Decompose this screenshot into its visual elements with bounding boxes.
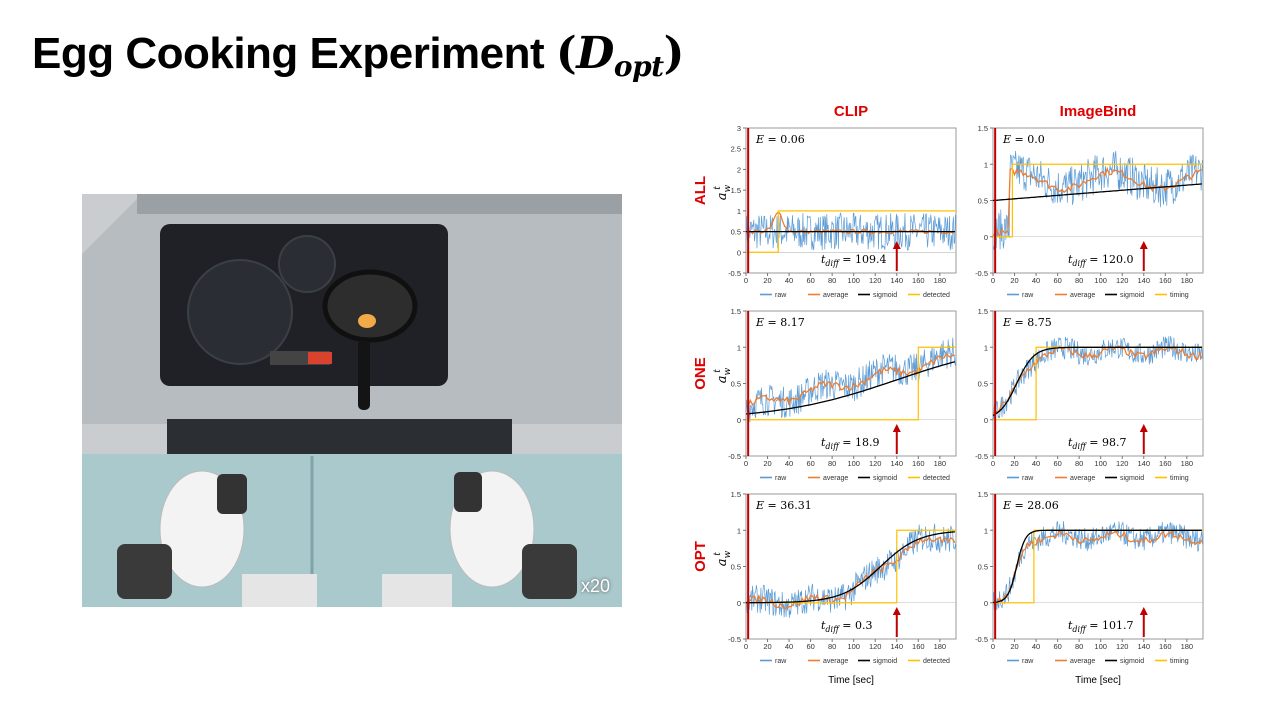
x-tick-label: 180 <box>1180 642 1194 651</box>
x-tick-label: 80 <box>827 276 837 285</box>
y-tick-label: -0.5 <box>728 452 741 461</box>
legend-label-sigmoid: sigmoid <box>873 475 898 482</box>
burner-back <box>279 236 335 292</box>
legend-label-average: average <box>823 475 849 482</box>
x-tick-label: 0 <box>990 459 996 468</box>
x-tick-label: 160 <box>1159 459 1172 468</box>
legend-label-raw: raw <box>1022 475 1034 482</box>
y-tick-label: 1 <box>736 526 741 536</box>
x-tick-label: 0 <box>743 642 749 651</box>
energy-label: E = 28.06 <box>1003 499 1059 512</box>
robot-gripper-right <box>454 472 482 512</box>
x-tick-label: 80 <box>827 459 837 468</box>
y-tick-label: -0.5 <box>975 269 988 278</box>
y-tick-label: 1.5 <box>730 307 741 316</box>
robot-kitchen-photo <box>82 194 622 607</box>
legend-label-sigmoid: sigmoid <box>1120 658 1145 665</box>
x-tick-label: 0 <box>743 276 749 285</box>
x-tick-label: 20 <box>1010 459 1019 468</box>
tdiff-label: $t_{diff} = 120.0$ <box>1068 253 1134 268</box>
x-tick-label: 60 <box>806 459 815 468</box>
y-tick-label: 0.5 <box>977 379 988 389</box>
legend-label-raw: raw <box>1022 292 1034 299</box>
x-tick-label: 80 <box>827 642 837 651</box>
pan-handle <box>358 340 370 410</box>
x-tick-label: 60 <box>1053 642 1062 651</box>
legend-label-average: average <box>823 292 849 299</box>
tdiff-label: $t_{diff} = 109.4$ <box>821 253 887 268</box>
plot-frame <box>746 311 956 456</box>
x-tick-label: 180 <box>933 276 947 285</box>
y-tick-label: 1.5 <box>977 124 988 133</box>
backsplash <box>137 194 622 214</box>
x-tick-label: 40 <box>1031 459 1041 468</box>
chart-svg <box>690 96 1210 700</box>
y-tick-label: 2.5 <box>730 144 741 154</box>
y-tick-label: -0.5 <box>728 635 741 644</box>
robot-base-right <box>382 574 452 607</box>
x-tick-label: 80 <box>1074 642 1084 651</box>
legend-label-average: average <box>1070 658 1096 665</box>
y-tick-label: 1 <box>736 343 741 353</box>
plot-frame <box>746 494 956 639</box>
legend-label-timing: timing <box>1170 475 1189 482</box>
y-axis-label: $a_wt$ <box>713 184 733 201</box>
slide-title <box>32 28 684 83</box>
x-tick-label: 40 <box>784 276 794 285</box>
energy-label: E = 0.06 <box>756 133 805 146</box>
legend-label-raw: raw <box>1022 658 1034 665</box>
legend-label-sigmoid: sigmoid <box>873 292 898 299</box>
frying-pan <box>325 272 415 340</box>
control-display <box>308 352 332 364</box>
x-tick-label: 20 <box>763 276 772 285</box>
x-tick-label: 60 <box>806 642 815 651</box>
x-tick-label: 140 <box>890 276 904 285</box>
x-tick-label: 20 <box>763 459 772 468</box>
y-tick-label: -0.5 <box>975 635 988 644</box>
plot-frame <box>993 128 1203 273</box>
y-tick-label: 1.5 <box>977 307 988 316</box>
y-tick-label: 2 <box>736 165 741 175</box>
title-math-base: D <box>576 28 614 79</box>
legend-label-average: average <box>1070 292 1096 299</box>
x-tick-label: 80 <box>1074 276 1084 285</box>
legend-label-raw: raw <box>775 658 787 665</box>
x-tick-label: 40 <box>784 459 794 468</box>
tdiff-label: $t_{diff} = 18.9$ <box>821 436 880 451</box>
y-tick-label: 0.5 <box>730 227 741 237</box>
x-tick-label: 120 <box>868 459 882 468</box>
legend-label-detected: detected <box>923 658 950 665</box>
x-tick-label: 120 <box>1115 642 1129 651</box>
speed-badge: x20 <box>580 576 610 596</box>
x-tick-label: 120 <box>1115 459 1129 468</box>
robot-base-left <box>242 574 317 607</box>
row-label-all: ALL <box>692 175 709 206</box>
x-tick-label: 180 <box>1180 276 1194 285</box>
x-tick-label: 40 <box>1031 276 1041 285</box>
panel-imagebind-one <box>975 307 1203 482</box>
panel-clip-one <box>728 307 956 482</box>
legend-label-sigmoid: sigmoid <box>1120 475 1145 482</box>
y-tick-label: 0.5 <box>730 379 741 389</box>
robot-joint-left <box>117 544 172 599</box>
x-tick-label: 140 <box>1137 276 1151 285</box>
plot-frame <box>746 128 956 273</box>
row-label-opt: OPT <box>692 541 709 572</box>
column-header-imagebind: ImageBind <box>1059 103 1137 120</box>
y-tick-label: 0 <box>736 248 741 258</box>
legend-label-raw: raw <box>775 475 787 482</box>
x-axis-label: Time [sec] <box>1075 675 1121 686</box>
robot-joint-right <box>522 544 577 599</box>
y-axis-label: $a_wt$ <box>713 550 733 567</box>
plot-frame <box>993 311 1203 456</box>
x-tick-label: 100 <box>847 276 860 285</box>
x-tick-label: 180 <box>1180 459 1194 468</box>
legend-label-detected: detected <box>923 475 950 482</box>
legend-label-timing: timing <box>1170 658 1189 665</box>
x-tick-label: 20 <box>763 642 772 651</box>
x-tick-label: 120 <box>1115 276 1129 285</box>
y-tick-label: 0 <box>736 415 741 425</box>
energy-label: E = 36.31 <box>756 499 812 512</box>
x-tick-label: 0 <box>990 642 996 651</box>
x-tick-label: 140 <box>1137 642 1151 651</box>
y-axis-label: $a_wt$ <box>713 367 733 384</box>
x-tick-label: 160 <box>912 276 925 285</box>
y-tick-label: 3 <box>736 124 741 133</box>
y-tick-label: -0.5 <box>975 452 988 461</box>
y-tick-label: 0.5 <box>977 196 988 206</box>
y-tick-label: 1.5 <box>730 186 741 196</box>
energy-label: E = 0.0 <box>1003 133 1045 146</box>
legend-label-average: average <box>823 658 849 665</box>
column-header-clip: CLIP <box>833 103 869 120</box>
x-tick-label: 160 <box>912 642 925 651</box>
y-tick-label: 1.5 <box>730 490 741 499</box>
x-tick-label: 80 <box>1074 459 1084 468</box>
panel-imagebind-opt <box>975 490 1203 686</box>
x-tick-label: 160 <box>912 459 925 468</box>
tdiff-label: $t_{diff} = 0.3$ <box>821 619 873 634</box>
chart-grid <box>690 96 1210 700</box>
legend-label-average: average <box>1070 475 1096 482</box>
x-tick-label: 180 <box>933 642 947 651</box>
x-tick-label: 100 <box>1094 459 1107 468</box>
x-tick-label: 100 <box>847 642 860 651</box>
energy-label: E = 8.75 <box>1003 316 1052 329</box>
burner-left <box>188 260 292 364</box>
y-tick-label: 1.5 <box>977 490 988 499</box>
y-tick-label: 0.5 <box>977 562 988 572</box>
x-tick-label: 160 <box>1159 642 1172 651</box>
x-tick-label: 40 <box>1031 642 1041 651</box>
legend-label-raw: raw <box>775 292 787 299</box>
y-tick-label: 0 <box>983 415 988 425</box>
y-tick-label: 1 <box>736 206 741 216</box>
panel-clip-all <box>728 124 956 299</box>
x-tick-label: 60 <box>1053 276 1062 285</box>
x-tick-label: 0 <box>990 276 996 285</box>
y-tick-label: 1 <box>983 160 988 170</box>
egg <box>358 314 376 328</box>
y-tick-label: -0.5 <box>728 269 741 278</box>
y-tick-label: 0 <box>736 598 741 608</box>
panel-clip-opt <box>728 490 956 686</box>
row-label-one: ONE <box>692 357 709 390</box>
x-tick-label: 140 <box>890 459 904 468</box>
x-tick-label: 20 <box>1010 642 1019 651</box>
plot-frame <box>993 494 1203 639</box>
x-tick-label: 0 <box>743 459 749 468</box>
robot-gripper-left <box>217 474 247 514</box>
y-tick-label: 0 <box>983 598 988 608</box>
energy-label: E = 8.17 <box>756 316 805 329</box>
tdiff-label: $t_{diff} = 101.7$ <box>1068 619 1134 634</box>
y-tick-label: 1 <box>983 343 988 353</box>
x-tick-label: 180 <box>933 459 947 468</box>
slide-title-math: $(D_{opt})$ <box>555 28 684 83</box>
x-tick-label: 160 <box>1159 276 1172 285</box>
legend-label-timing: timing <box>1170 292 1189 299</box>
legend-label-sigmoid: sigmoid <box>873 658 898 665</box>
x-tick-label: 120 <box>868 642 882 651</box>
title-math-sub: opt <box>613 50 664 83</box>
x-tick-label: 20 <box>1010 276 1019 285</box>
x-tick-label: 100 <box>847 459 860 468</box>
x-axis-label: Time [sec] <box>828 675 874 686</box>
y-tick-label: 0.5 <box>730 562 741 572</box>
x-tick-label: 60 <box>806 276 815 285</box>
x-tick-label: 140 <box>890 642 904 651</box>
x-tick-label: 100 <box>1094 276 1107 285</box>
slide-title-text: Egg Cooking Experiment <box>32 29 545 78</box>
x-tick-label: 120 <box>868 276 882 285</box>
x-tick-label: 60 <box>1053 459 1062 468</box>
y-tick-label: 1 <box>983 526 988 536</box>
tdiff-label: $t_{diff} = 98.7$ <box>1068 436 1127 451</box>
legend-label-detected: detected <box>923 292 950 299</box>
x-tick-label: 100 <box>1094 642 1107 651</box>
x-tick-label: 140 <box>1137 459 1151 468</box>
legend-label-sigmoid: sigmoid <box>1120 292 1145 299</box>
x-tick-label: 40 <box>784 642 794 651</box>
y-tick-label: 0 <box>983 232 988 242</box>
panel-imagebind-all <box>975 124 1203 299</box>
